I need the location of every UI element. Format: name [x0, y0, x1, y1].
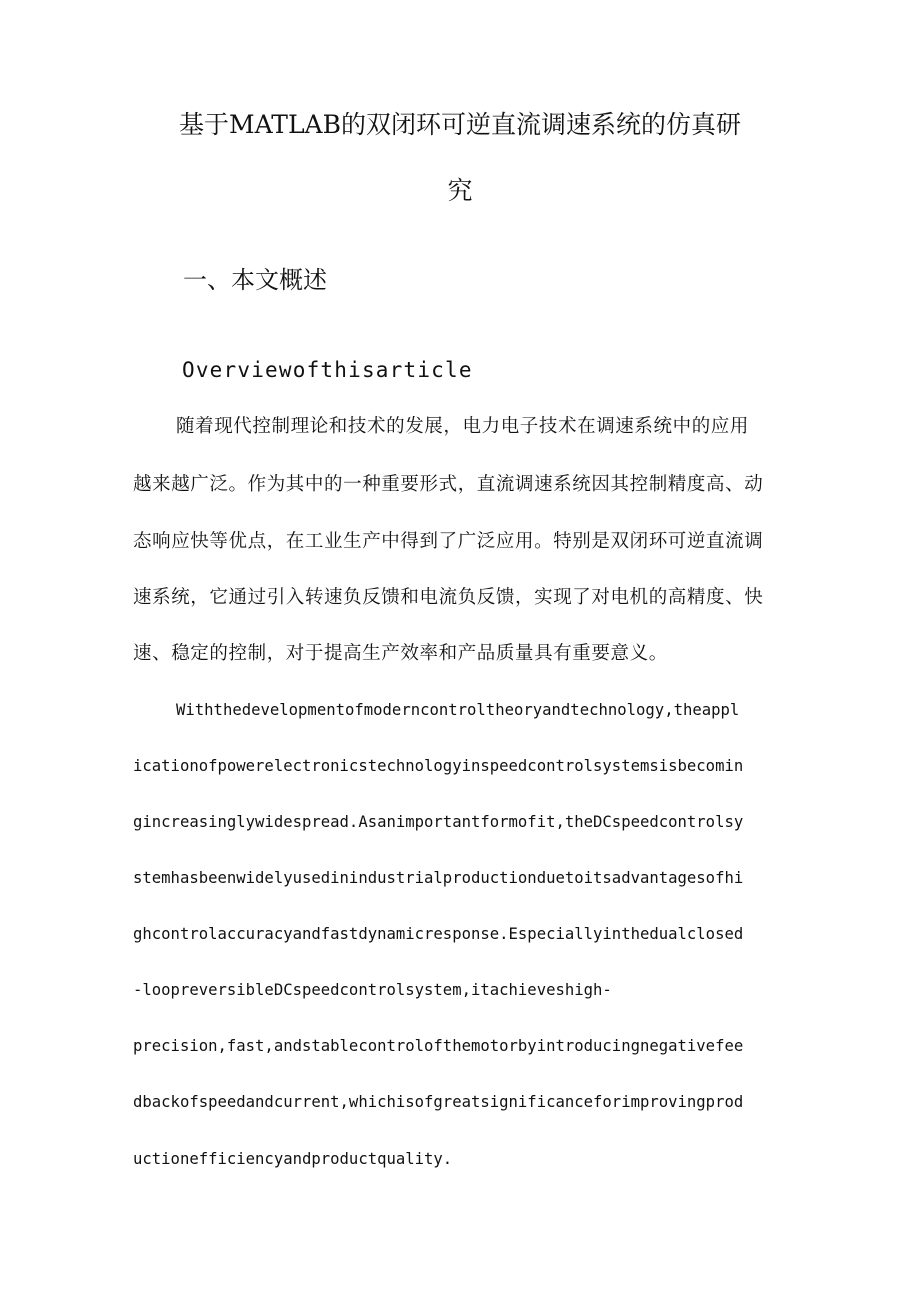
section-heading-english: Overviewofthisarticle	[182, 358, 473, 382]
cn-paragraph-line: 随着现代控制理论和技术的发展，电力电子技术在调速系统中的应用	[176, 416, 750, 437]
cn-paragraph-line: 越来越广泛。作为其中的一种重要形式，直流调速系统因其控制精度高、动	[133, 474, 764, 495]
en-paragraph-line: dbackofspeedandcurrent,whichisofgreatsignificanceforimprovingprod	[133, 1093, 744, 1111]
en-paragraph-line: gincreasinglywidespread.Asanimportantformofit,theDCspeedcontrolsy	[133, 813, 744, 831]
document-title-line-1: 基于MATLAB的双闭环可逆直流调速系统的仿真研	[179, 110, 741, 139]
cn-paragraph-line: 速、稳定的控制，对于提高生产效率和产品质量具有重要意义。	[133, 643, 668, 664]
en-paragraph-line: precision,fast,andstablecontrolofthemotorbyintroducingnegativefee	[133, 1037, 744, 1055]
cn-paragraph-line: 速系统，它通过引入转速负反馈和电流负反馈，实现了对电机的高精度、快	[133, 587, 764, 608]
en-paragraph-line: ghcontrolaccuracyandfastdynamicresponse.Especiallyinthedualclosed	[133, 925, 744, 943]
en-paragraph-line: uctionefficiencyandproductquality.	[133, 1150, 453, 1168]
en-paragraph-line: -loopreversibleDCspeedcontrolsystem,itachieveshigh-	[133, 981, 612, 999]
document-title-line-2: 究	[447, 176, 473, 205]
cn-paragraph-line: 态响应快等优点，在工业生产中得到了广泛应用。特别是双闭环可逆直流调	[133, 531, 764, 552]
en-paragraph-line: Withthedevelopmentofmoderncontroltheoryandtechnology,theappl	[176, 701, 740, 719]
en-paragraph-line: stemhasbeenwidelyusedinindustrialproductionduetoitsadvantagesofhi	[133, 869, 744, 887]
section-heading: 一、本文概述	[183, 266, 327, 294]
en-paragraph-line: icationofpowerelectronicstechnologyinspeedcontrolsystemsisbecomin	[133, 757, 744, 775]
